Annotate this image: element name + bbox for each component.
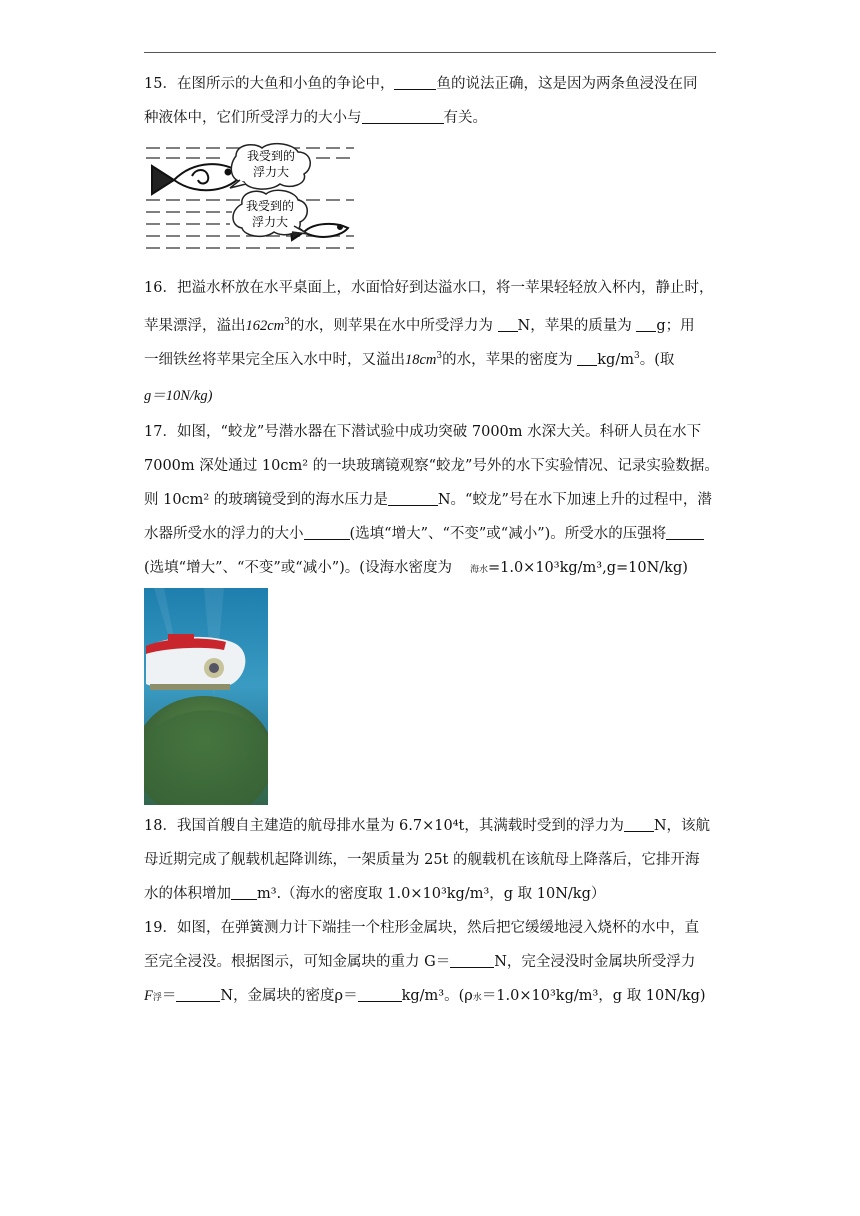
- q16-line-1: 16．把溢水杯放在水平桌面上，水面恰好到达溢水口，将一苹果轻轻放入杯内，静止时，: [144, 280, 714, 296]
- q18-line-3: 水的体积增加 m³.（海水的密度取 1.0×10³kg/m³，g 取 10N/kg）: [144, 886, 606, 902]
- q15-blank-1[interactable]: [394, 75, 436, 90]
- q17-line-2: 7000m 深处通过 10cm² 的一块玻璃镜观察“蛟龙”号外的水下实验情况、记录实验数据。: [144, 458, 719, 474]
- q17-line-4: 水器所受水的浮力的大小 (选填“增大”、“不变”或“减小”)。所受水的压强将: [144, 524, 704, 544]
- q16-line-3: 一细铁丝将苹果完全压入水中时，又溢出$18cm^3$的水，苹果的密度为 $kg/m^3$。(取: [144, 351, 675, 368]
- bubble2-line2: 浮力大: [251, 215, 289, 229]
- q19-blank-buoyancy[interactable]: [176, 987, 220, 1002]
- q18-line-1: 18．我国首艘自主建造的航母排水量为 6.7×10⁴t，其满载时受到的浮力为 N，该航: [144, 818, 711, 834]
- q16-blank-mass[interactable]: [636, 317, 656, 332]
- q16-line-4: g＝10N/kg): [144, 388, 213, 404]
- bubble2-line1: 我受到的: [245, 199, 295, 213]
- q15-line-1: 15．在图所示的大鱼和小鱼的争论中， 鱼的说法正确，这是因为两条鱼浸没在同: [144, 76, 698, 92]
- q17-line-5: (选填“增大”、“不变”或“减小”)。(设海水密度为 海水=1.0×10³kg/m³,g=10N/kg): [144, 560, 688, 576]
- q15-line-2: 种液体中，它们所受浮力的大小与 有关。: [144, 110, 487, 126]
- q16-line-2: 苹果漂浮，溢出$162cm^3$的水，则苹果在水中所受浮力为 N，苹果的质量为 g；用: [144, 317, 695, 334]
- big-fish: [152, 164, 242, 194]
- q17-line-1: 17．如图，“蛟龙”号潜水器在下潜试验中成功突破 7000m 水深大关。科研人员在水下: [144, 424, 702, 440]
- header-rule: [144, 52, 716, 53]
- q17-line-3: 则 10cm² 的玻璃镜受到的海水压力是 N。“蛟龙”号在水下加速上升的过程中，潜: [144, 492, 712, 508]
- q17-blank-buoyancy[interactable]: [304, 525, 350, 540]
- q17-blank-pressure[interactable]: [666, 525, 704, 540]
- q19-line-3: F浮＝ N，金属块的密度ρ＝ kg/m³。(ρ水＝1.0×10³kg/m³，g 取 10N/kg): [144, 988, 706, 1004]
- bubble1-line2: 浮力大: [252, 165, 290, 179]
- q19-blank-density[interactable]: [358, 987, 402, 1002]
- q19-line-1: 19．如图，在弹簧测力计下端挂一个柱形金属块，然后把它缓缓地浸入烧杯的水中，直: [144, 920, 699, 936]
- q16-blank-buoyancy[interactable]: [498, 317, 518, 332]
- jiaolong-submarine-photo: [144, 588, 268, 805]
- q16-blank-density[interactable]: [577, 351, 597, 366]
- bubble-small-fish: [233, 190, 308, 236]
- bubble1-line1: 我受到的: [246, 149, 296, 163]
- q17-blank-pressure-force[interactable]: [388, 491, 438, 506]
- q15-blank-2[interactable]: [362, 109, 444, 124]
- q19-blank-weight[interactable]: [450, 953, 494, 968]
- q18-line-2: 母近期完成了舰载机起降训练，一架质量为 25t 的舰载机在该航母上降落后，它排开海: [144, 852, 700, 868]
- submarine-body: [146, 634, 245, 690]
- q18-blank-buoyancy[interactable]: [624, 817, 654, 832]
- q19-line-2: 至完全浸没。根据图示，可知金属块的重力 G＝ N，完全浸没时金属块所受浮力: [144, 954, 696, 970]
- fish-argument-figure: [144, 142, 356, 256]
- q18-blank-volume[interactable]: [231, 885, 257, 900]
